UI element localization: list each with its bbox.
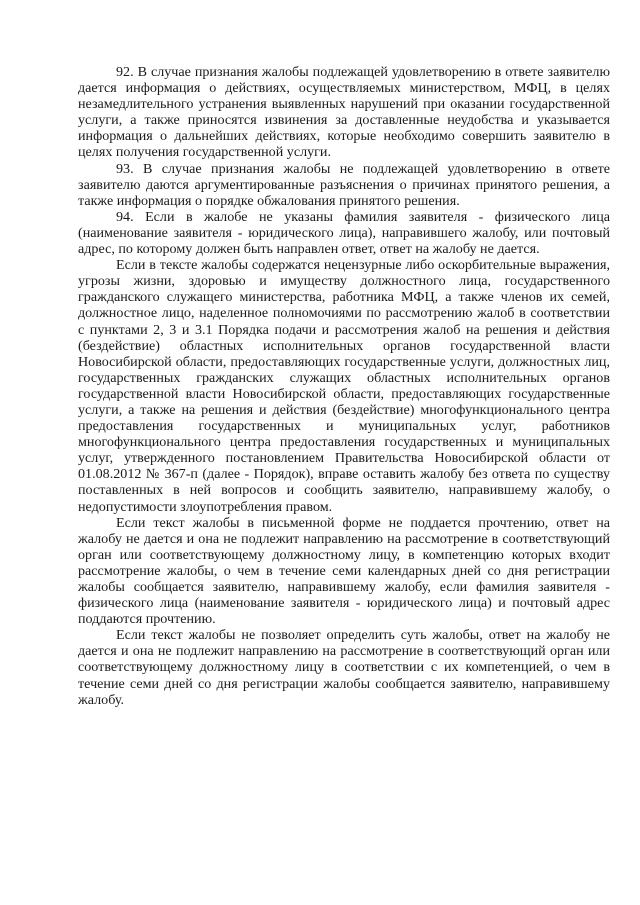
paragraph-obscene-language: Если в тексте жалобы содержатся нецензурные либо оскорбительные выражения, угрозы жизни, здоровью и имуществу должностного лица, государственного гражданского служащего министерства, работника МФЦ, а также членов их семей, должностное лицо, наделенное полномочиями по рассмотрению жалоб в соответствии с пунктами 2, 3 и 3.1 Порядка подачи и рассмотрения жалоб на решения и действия (бездействие) областных исполнительных органов государственной власти Новосибирской области, предоставляющих государственные услуги, должностных лиц, государственных гражданских служащих областных исполнительных органов государственной власти Новосибирской области, предоставляющих государственные услуги, а также на решения и действия (бездействие) многофункционального центра предоставления государственных и муниципальных услуг, работников многофункционального центра предоставления государственных и муниципальных услуг, утвержденного постановлением Правительства Новосибирской области от 01.08.2012 № 367-п (далее - Порядок), вправе оставить жалобу без ответа по существу поставленных в ней вопросов и сообщить заявителю, направившему жалобу, о недопустимости злоупотребления правом.	[78, 257, 610, 515]
paragraph-unreadable-text: Если текст жалобы в письменной форме не поддается прочтению, ответ на жалобу не дается и она не подлежит направлению на рассмотрение в соответствующий орган или соответствующему должностному лицу, в компетенцию которых входит рассмотрение жалобы, о чем в течение семи календарных дней со дня регистрации жалобы сообщается заявителю, направившему жалобу, если фамилия заявителя - физического лица (наименование заявителя - юридического лица) и почтовый адрес поддаются прочтению.	[78, 514, 610, 628]
paragraph-93: 93. В случае признания жалобы не подлежащей удовлетворению в ответе заявителю даются аргументированные разъяснения о причинах принятого решения, а также информация о порядке обжалования принятого решения.	[78, 160, 610, 209]
paragraph-92: 92. В случае признания жалобы подлежащей удовлетворению в ответе заявителю дается информация о действиях, осуществляемых министерством, МФЦ, в целях незамедлительного устранения выявленных нарушений при оказании государственной услуги, а также приносятся извинения за доставленные неудобства и указывается информация о дальнейших действиях, которые необходимо совершить заявителю в целях получения государственной услуги.	[78, 64, 610, 161]
paragraph-undefined-essence: Если текст жалобы не позволяет определить суть жалобы, ответ на жалобу не дается и она не подлежит направлению на рассмотрение в соответствующий орган или соответствующему должностному лицу в соответствии с их компетенцией, о чем в течение семи дней со дня регистрации жалобы сообщается заявителю, направившему жалобу.	[78, 627, 610, 708]
document-page	[78, 64, 610, 708]
paragraph-94: 94. Если в жалобе не указаны фамилия заявителя - физического лица (наименование заявителя - юридического лица), направившего жалобу, или почтовый адрес, по которому должен быть направлен ответ, ответ на жалобу не дается.	[78, 208, 610, 258]
